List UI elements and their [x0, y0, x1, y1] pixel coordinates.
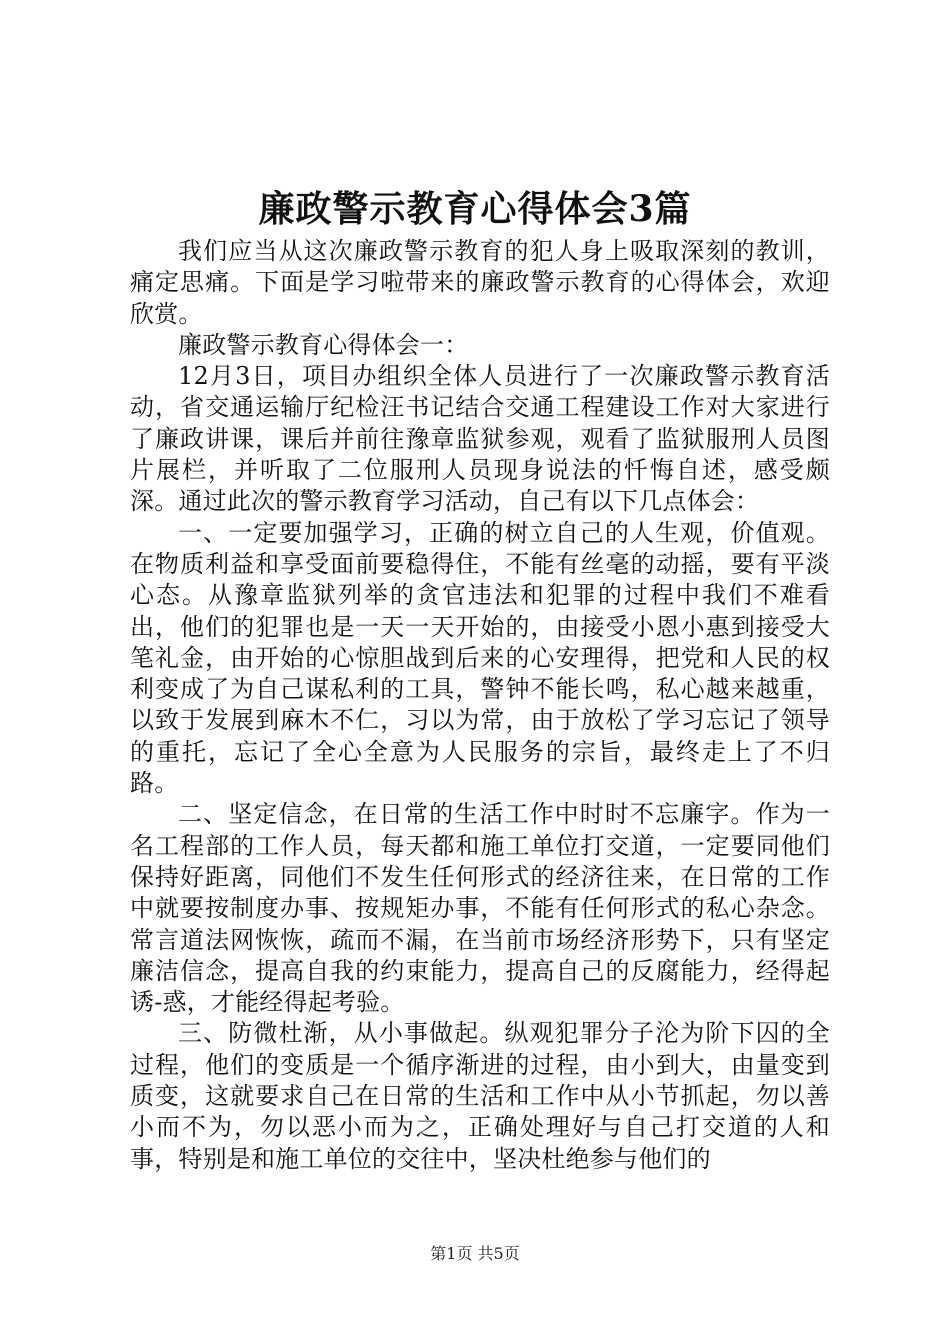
section-heading: 廉政警示教育心得体会一： — [178, 330, 469, 359]
point-three-paragraph: 三、防微杜渐，从小事做起。纵观犯罪分子沦为阶下囚的全过程，他们的变质是一个循序渐进的过程，由小到大，由量变到质变，这就要求自己在日常的生活和工作中从小节抓起，勿以善小而不为，勿以恶小而为之，正确处理好与自己打交道的人和事，特别是和施工单位的交往中，坚决杜绝参与他们的 — [130, 1019, 830, 1173]
document-body — [130, 236, 830, 1175]
intro-paragraph: 我们应当从这次廉政警示教育的犯人身上吸取深刻的教训，痛定思痛。下面是学习啦带来的廉政警示教育的心得体会，欢迎欣赏。 — [130, 237, 830, 328]
point-two-paragraph: 二、坚定信念，在日常的生活工作中时时不忘廉字。作为一名工程部的工作人员，每天都和施工单位打交道，一定要同他们保持好距离，同他们不发生任何形式的经济往来，在日常的工作中就要按制度办事、按规矩办事，不能有任何形式的私心杂念。常言道法网恢恢，疏而不漏，在当前市场经济形势下，只有坚定廉洁信念，提高自我的约束能力，提高自己的反腐能力，经得起诱-惑，才能经得起考验。 — [130, 800, 830, 1017]
page-number: 第1页 共5页 — [430, 1244, 520, 1263]
body-paragraph: 12月3日，项目办组织全体人员进行了一次廉政警示教育活动，省交通运输厅纪检汪书记结合交通工程建设工作对大家进行了廉政讲课，课后并前往豫章监狱参观，观看了监狱服刑人员图片展栏，并听取了二位服刑人员现身说法的忏悔自述，感受颇深。通过此次的警示教育学习活动，自己有以下几点体会： — [130, 362, 830, 516]
document-title: 廉政警示教育心得体会3篇 — [258, 188, 692, 230]
point-one-paragraph: 一、一定要加强学习，正确的树立自己的人生观，价值观。在物质利益和享受面前要稳得住，不能有丝毫的动摇，要有平淡心态。从豫章监狱列举的贪官违法和犯罪的过程中我们不难看出，他们的犯罪也是一天一天开始的，由接受小恩小惠到接受大笔礼金，由开始的心惊胆战到后来的心安理得，把党和人民的权利变成了为自己谋私利的工具，警钟不能长鸣，私心越来越重，以致于发展到麻木不仁，习以为常，由于放松了学习忘记了领导的重托，忘记了全心全意为人民服务的宗旨，最终走上了不归路。 — [130, 518, 830, 798]
